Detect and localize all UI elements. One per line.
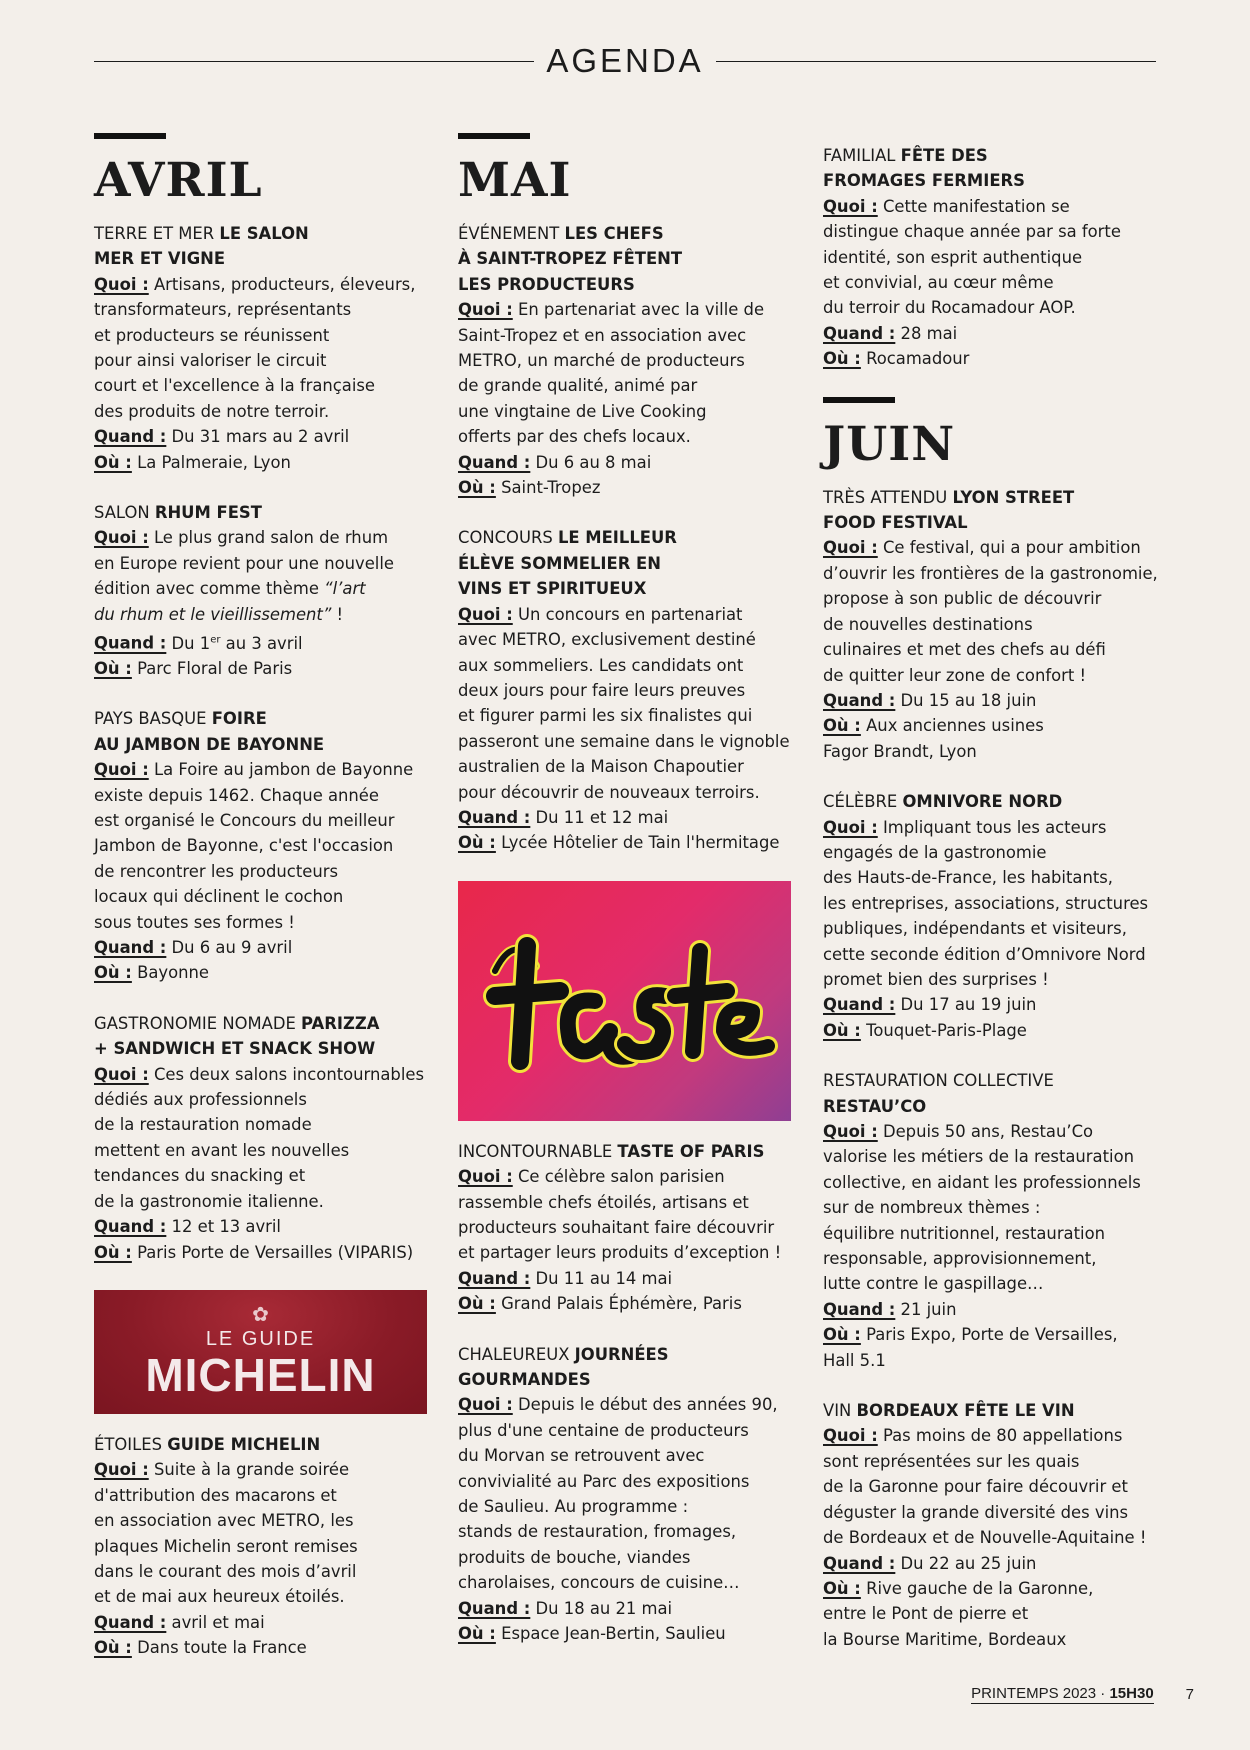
agenda-event bbox=[823, 485, 1168, 764]
field-label: Où : bbox=[823, 349, 861, 369]
field-label: Quand : bbox=[823, 690, 896, 710]
column-mai bbox=[458, 133, 798, 1671]
event-date bbox=[458, 805, 798, 830]
event-location bbox=[94, 960, 434, 985]
event-title bbox=[458, 525, 798, 601]
month-heading: JUIN bbox=[823, 416, 956, 472]
field-label: Quoi : bbox=[458, 1395, 513, 1415]
field-value: Rocamadour bbox=[866, 349, 970, 369]
field-value: Du 18 au 21 mai bbox=[535, 1598, 673, 1618]
field-label: Quand : bbox=[458, 1598, 531, 1618]
michelin-flower-icon: ✿ bbox=[252, 1302, 269, 1327]
month-heading: AVRIL bbox=[94, 153, 263, 208]
field-label: Quand : bbox=[823, 1553, 896, 1573]
agenda-event bbox=[94, 1011, 434, 1265]
event-category: ÉTOILES bbox=[94, 1434, 168, 1454]
event-location bbox=[458, 1621, 798, 1646]
field-value: Le plus grand salon de rhum en Europe revient pour une nouvelle édition avec comme thème “l’art du rhum et le vieillissement” ! bbox=[94, 528, 394, 624]
event-list bbox=[94, 1432, 434, 1661]
field-label: Où : bbox=[823, 716, 861, 736]
event-name: PARIZZA + SANDWICH ET SNACK SHOW bbox=[94, 1013, 380, 1059]
field-value: Du 31 mars au 2 avril bbox=[171, 427, 350, 447]
event-location bbox=[94, 450, 434, 475]
taste-of-paris-logo bbox=[458, 881, 791, 1121]
event-location bbox=[458, 1291, 798, 1316]
field-value: Du 6 au 8 mai bbox=[535, 452, 652, 472]
ordinal-suffix: er bbox=[210, 634, 221, 646]
michelin-logo-small-text: LE GUIDE bbox=[205, 1328, 316, 1351]
event-name: RHUM FEST bbox=[154, 503, 262, 523]
field-value: La Foire au jambon de Bayonne existe depuis 1462. Chaque année est organisé le Concours du meilleur Jambon de Bayonne, c'est l'occasion de rencontrer les producteurs locaux qui déclinent le cochon sous toutes ses formes ! bbox=[94, 760, 414, 932]
event-category: FAMILIAL bbox=[823, 146, 901, 165]
field-value: Dans toute la France bbox=[137, 1638, 307, 1658]
field-value: Grand Palais Éphémère, Paris bbox=[501, 1294, 742, 1314]
field-value: 12 et 13 avril bbox=[171, 1217, 281, 1237]
field-label: Où : bbox=[458, 1624, 496, 1644]
michelin-logo-big-text: MICHELIN bbox=[145, 1349, 376, 1402]
field-label: Quand : bbox=[823, 995, 896, 1015]
field-label: Où : bbox=[94, 658, 132, 678]
event-name: LYON STREET FOOD FESTIVAL bbox=[823, 487, 1075, 533]
event-date bbox=[823, 992, 1168, 1017]
event-location bbox=[94, 656, 434, 681]
event-date bbox=[458, 1596, 798, 1621]
field-value: Impliquant tous les acteurs engagés de la gastronomie des Hauts-de-France, les habitants, les entreprises, associations, structures publiques, indépendants et visiteurs, cette seconde édition d’Omnivore Nord promet bien des surprises ! bbox=[823, 817, 1149, 989]
taste-logo-icon bbox=[465, 901, 785, 1101]
event-list bbox=[94, 221, 434, 1265]
event-title bbox=[458, 1139, 798, 1164]
event-description bbox=[458, 297, 798, 449]
field-label: Quoi : bbox=[823, 1122, 878, 1141]
field-label: Quoi : bbox=[94, 1064, 149, 1084]
month-bar bbox=[823, 397, 895, 403]
event-title bbox=[94, 500, 434, 525]
header-rule-right bbox=[716, 61, 1156, 62]
event-description bbox=[458, 1164, 798, 1266]
event-name: LE MEILLEUR ÉLÈVE SOMMELIER EN VINS ET SPIRITUEUX bbox=[458, 528, 677, 599]
event-date bbox=[94, 424, 434, 449]
field-label: Quoi : bbox=[458, 1167, 513, 1187]
field-label: Quoi : bbox=[94, 274, 149, 294]
event-title bbox=[94, 1432, 434, 1457]
event-category: VIN bbox=[823, 1401, 857, 1421]
event-list bbox=[823, 485, 1168, 1652]
event-date bbox=[823, 688, 1168, 713]
agenda-event bbox=[823, 1398, 1168, 1652]
field-value: Bayonne bbox=[137, 963, 209, 983]
event-name: GUIDE MICHELIN bbox=[167, 1434, 321, 1454]
field-label: Quoi : bbox=[94, 1460, 149, 1480]
field-value: Cette manifestation se distingue chaque année par sa forte identité, son esprit authentique et convivial, au cœur même du terroir du Rocamadour AOP. bbox=[823, 196, 1121, 318]
event-name: TASTE OF PARIS bbox=[617, 1141, 765, 1161]
event-category: TRÈS ATTENDU bbox=[823, 487, 953, 507]
field-value: Du 15 au 18 juin bbox=[900, 690, 1037, 710]
event-description bbox=[823, 815, 1168, 993]
field-value: Du 17 au 19 juin bbox=[900, 995, 1037, 1015]
field-label: Quand : bbox=[823, 323, 896, 343]
event-title bbox=[823, 1068, 1168, 1119]
field-value: Du 1er au 3 avril bbox=[171, 633, 303, 653]
event-list bbox=[458, 1139, 798, 1647]
event-date bbox=[458, 1266, 798, 1291]
issue-info bbox=[971, 1685, 1154, 1704]
event-date bbox=[94, 935, 434, 960]
quote-text: “l’art du rhum et le vieillissement” bbox=[94, 579, 366, 624]
field-value: 28 mai bbox=[900, 323, 958, 343]
event-list bbox=[823, 143, 1168, 372]
event-category: INCONTOURNABLE bbox=[458, 1141, 618, 1161]
event-description bbox=[823, 1119, 1168, 1297]
field-value: Saint-Tropez bbox=[501, 478, 601, 498]
field-label: Quoi : bbox=[94, 528, 149, 548]
agenda-event bbox=[823, 1068, 1168, 1373]
field-value: Touquet-Paris-Plage bbox=[866, 1020, 1027, 1040]
field-value: Du 6 au 9 avril bbox=[171, 938, 293, 958]
field-value: Ce festival, qui a pour ambition d’ouvrir les frontières de la gastronomie, propose à son public de découvrir de nouvelles destinations culinaires et met des chefs au défi de quitter leur zone de confort ! bbox=[823, 538, 1158, 685]
field-label: Où : bbox=[94, 1638, 132, 1658]
event-name: FÊTE DES FROMAGES FERMIERS bbox=[823, 146, 1025, 191]
event-category: TERRE ET MER bbox=[94, 224, 220, 243]
event-name: LES CHEFS À SAINT-TROPEZ FÊTENT LES PRODUCTEURS bbox=[458, 224, 683, 294]
event-date bbox=[458, 450, 798, 475]
field-value: Artisans, producteurs, éleveurs, transformateurs, représentants et producteurs se réunissent pour ainsi valoriser le circuit court et l'excellence à la française des produits de notre terroir. bbox=[94, 274, 416, 421]
agenda-event bbox=[458, 525, 798, 855]
field-value: Du 11 au 14 mai bbox=[535, 1268, 673, 1288]
event-category: CHALEUREUX bbox=[458, 1344, 575, 1364]
column-avril bbox=[94, 133, 434, 1686]
field-label: Quand : bbox=[458, 807, 531, 827]
event-date bbox=[94, 1214, 434, 1239]
event-title bbox=[823, 789, 1168, 814]
page-number: 7 bbox=[1185, 1686, 1194, 1703]
event-category: CÉLÈBRE bbox=[823, 792, 903, 812]
field-label: Quand : bbox=[458, 1268, 531, 1288]
field-label: Quoi : bbox=[823, 196, 878, 216]
field-value: Un concours en partenariat avec METRO, exclusivement destiné aux sommeliers. Les candidats ont deux jours pour faire leurs preuves et figurer parmi les six finalistes qui passeront une semaine dans le vignoble australien de la Maison Chapoutier pour découvrir de nouveaux terroirs. bbox=[458, 604, 790, 802]
event-name: BORDEAUX FÊTE LE VIN bbox=[856, 1401, 1075, 1421]
field-value: Rive gauche de la Garonne, entre le Pont de pierre et la Bourse Maritime, Bordeaux bbox=[823, 1578, 1094, 1649]
header-rule-left bbox=[94, 61, 534, 62]
field-label: Quand : bbox=[94, 1612, 167, 1632]
agenda-event bbox=[458, 221, 798, 500]
field-value: 21 juin bbox=[900, 1299, 957, 1319]
field-value: Parc Floral de Paris bbox=[137, 658, 293, 678]
event-name: LE SALON MER ET VIGNE bbox=[94, 224, 309, 269]
field-label: Où : bbox=[94, 963, 132, 983]
event-location bbox=[458, 475, 798, 500]
event-description bbox=[823, 194, 1168, 321]
event-description bbox=[94, 757, 434, 935]
event-location bbox=[823, 346, 1168, 371]
field-label: Quoi : bbox=[823, 817, 878, 837]
event-title bbox=[458, 221, 798, 297]
agenda-event bbox=[94, 706, 434, 985]
agenda-event bbox=[823, 143, 1168, 372]
field-value: En partenariat avec la ville de Saint-Tropez et en association avec METRO, un marché de producteurs de grande qualité, animé par une vingtaine de Live Cooking offerts par des chefs locaux. bbox=[458, 300, 765, 447]
agenda-event bbox=[823, 789, 1168, 1043]
column-juin bbox=[823, 143, 1168, 1677]
event-category: GASTRONOMIE NOMADE bbox=[94, 1013, 302, 1033]
event-category: SALON bbox=[94, 503, 155, 523]
field-value: avril et mai bbox=[171, 1612, 265, 1632]
field-value: Paris Expo, Porte de Versailles, Hall 5.1 bbox=[823, 1325, 1118, 1370]
field-label: Où : bbox=[94, 1242, 132, 1262]
field-label: Où : bbox=[823, 1578, 861, 1598]
event-description bbox=[823, 535, 1168, 687]
field-value: Pas moins de 80 appellations sont représentées sur les quais de la Garonne pour faire découvrir et déguster la grande diversité des vins de Bordeaux et de Nouvelle-Aquitaine ! bbox=[823, 1426, 1147, 1548]
field-value: Du 11 et 12 mai bbox=[535, 807, 669, 827]
event-location bbox=[823, 1576, 1168, 1652]
month-bar bbox=[94, 133, 166, 139]
event-description bbox=[94, 1062, 434, 1214]
event-description bbox=[94, 525, 434, 627]
event-category: PAYS BASQUE bbox=[94, 709, 212, 729]
event-date bbox=[94, 1610, 434, 1635]
event-description bbox=[458, 1392, 798, 1595]
field-label: Quand : bbox=[823, 1299, 896, 1319]
field-value: Depuis 50 ans, Restau’Co valorise les métiers de la restauration collective, en aidant les professionnels sur de nombreux thèmes : équilibre nutritionnel, restauration responsable, approvisionnement, lutte contre le gaspillage… bbox=[823, 1122, 1141, 1294]
event-category: RESTAURATION COLLECTIVE bbox=[823, 1071, 1054, 1091]
field-value: Suite à la grande soirée d'attribution des macarons et en association avec METRO, les plaques Michelin seront remises dans le courant des mois d’avril et de mai aux heureux étoilés. bbox=[94, 1460, 358, 1607]
field-label: Quand : bbox=[94, 1217, 167, 1237]
agenda-header bbox=[94, 38, 1156, 84]
field-value: Lycée Hôtelier de Tain l'hermitage bbox=[501, 833, 780, 853]
event-title bbox=[94, 221, 434, 272]
event-title bbox=[823, 143, 1168, 194]
field-value: Aux anciennes usines Fagor Brandt, Lyon bbox=[823, 716, 1044, 761]
field-label: Où : bbox=[823, 1020, 861, 1040]
field-label: Quand : bbox=[94, 427, 167, 447]
field-value: Ce célèbre salon parisien rassemble chefs étoilés, artisans et producteurs souhaitant faire découvrir et partager leurs produits d’exception ! bbox=[458, 1167, 782, 1263]
field-label: Quand : bbox=[94, 938, 167, 958]
field-value: La Palmeraie, Lyon bbox=[137, 452, 291, 472]
event-description bbox=[94, 272, 434, 424]
agenda-event bbox=[94, 500, 434, 681]
magazine-brand: 15H30 bbox=[1109, 1685, 1154, 1702]
field-label: Où : bbox=[458, 1294, 496, 1314]
field-value: Du 22 au 25 juin bbox=[900, 1553, 1037, 1573]
field-label: Quand : bbox=[458, 452, 531, 472]
guide-michelin-logo bbox=[94, 1290, 427, 1414]
event-date bbox=[94, 627, 434, 656]
event-date bbox=[823, 1551, 1168, 1576]
event-title bbox=[94, 706, 434, 757]
field-value: Paris Porte de Versailles (VIPARIS) bbox=[137, 1242, 414, 1262]
field-label: Quoi : bbox=[458, 300, 513, 320]
field-value: Espace Jean-Bertin, Saulieu bbox=[501, 1624, 726, 1644]
event-location bbox=[94, 1635, 434, 1660]
event-location bbox=[823, 1018, 1168, 1043]
month-heading: MAI bbox=[458, 153, 572, 208]
event-title bbox=[458, 1342, 798, 1393]
issue-label: PRINTEMPS 2023 · bbox=[971, 1685, 1110, 1702]
event-name: RESTAU’CO bbox=[823, 1096, 927, 1116]
event-description bbox=[823, 1423, 1168, 1550]
event-location bbox=[458, 830, 798, 855]
event-name: OMNIVORE NORD bbox=[902, 792, 1063, 812]
field-label: Où : bbox=[823, 1325, 861, 1345]
event-date bbox=[823, 321, 1168, 346]
field-label: Quoi : bbox=[458, 604, 513, 624]
field-value: Depuis le début des années 90, plus d'une centaine de producteurs du Morvan se retrouvent avec convivialité au Parc des expositions de Saulieu. Au programme : stands de restauration, fromages, produits de bouche, viandes charolaises, concours de cuisine… bbox=[458, 1395, 778, 1593]
event-location bbox=[94, 1240, 434, 1265]
field-label: Où : bbox=[458, 478, 496, 498]
event-name: FOIRE AU JAMBON DE BAYONNE bbox=[94, 709, 325, 754]
event-description bbox=[94, 1457, 434, 1609]
field-label: Quand : bbox=[94, 633, 167, 653]
month-bar bbox=[458, 133, 530, 139]
agenda-event bbox=[458, 1342, 798, 1647]
event-title bbox=[823, 1398, 1168, 1423]
event-category: CONCOURS bbox=[458, 528, 558, 548]
event-title bbox=[823, 485, 1168, 536]
field-label: Quoi : bbox=[94, 760, 149, 780]
field-label: Où : bbox=[458, 833, 496, 853]
field-label: Où : bbox=[94, 452, 132, 472]
page-title: AGENDA bbox=[546, 42, 704, 79]
event-location bbox=[823, 713, 1168, 764]
event-list bbox=[458, 221, 798, 856]
field-label: Quoi : bbox=[823, 1426, 878, 1446]
event-title bbox=[94, 1011, 434, 1062]
field-label: Quoi : bbox=[823, 538, 878, 558]
agenda-event bbox=[94, 221, 434, 475]
event-date bbox=[823, 1297, 1168, 1322]
event-category: ÉVÉNEMENT bbox=[458, 224, 565, 243]
agenda-event bbox=[458, 1139, 798, 1317]
page-footer bbox=[971, 1685, 1194, 1704]
event-description bbox=[458, 602, 798, 805]
event-location bbox=[823, 1322, 1168, 1373]
field-value: Ces deux salons incontournables dédiés aux professionnels de la restauration nomade mettent en avant les nouvelles tendances du snacking et de la gastronomie italienne. bbox=[94, 1064, 425, 1211]
agenda-event bbox=[94, 1432, 434, 1661]
event-name: JOURNÉES GOURMANDES bbox=[458, 1344, 669, 1389]
